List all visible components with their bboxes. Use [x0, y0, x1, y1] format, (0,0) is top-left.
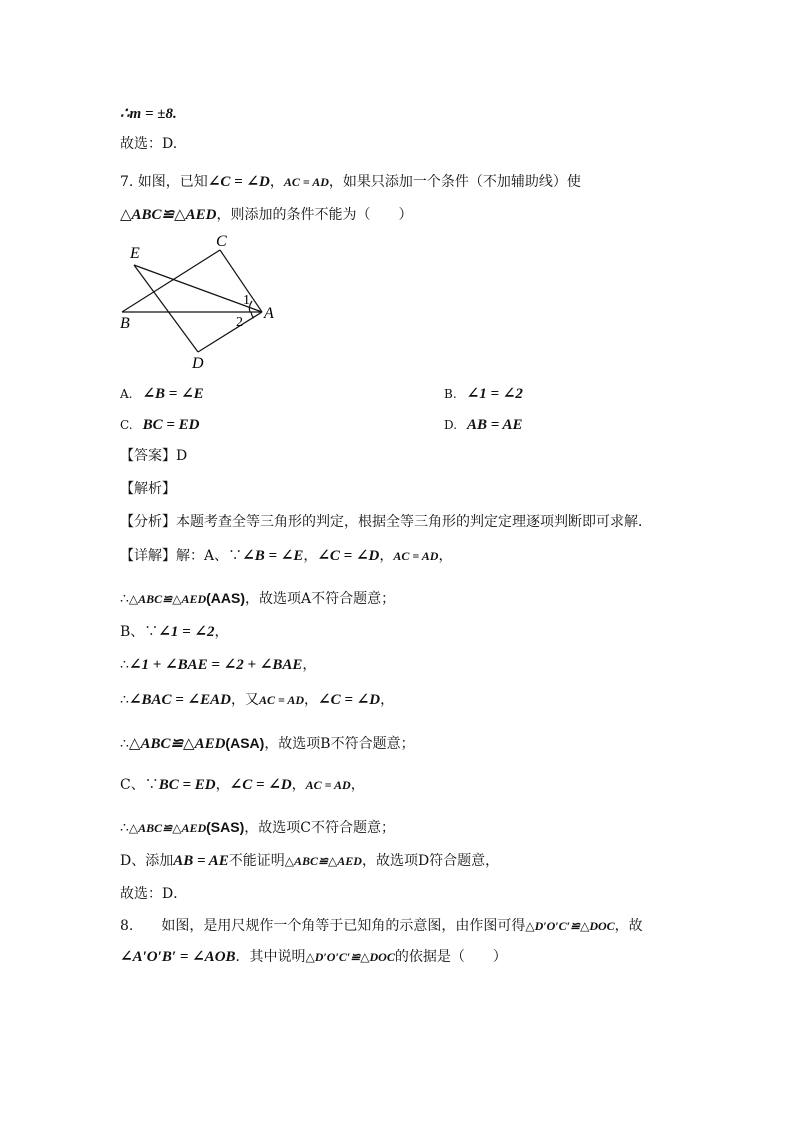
d6-criterion: (ASA) — [225, 735, 265, 751]
q7-analysis-heading: 【解析】 — [120, 481, 176, 497]
d8-math: △ABC≌△AED — [128, 821, 207, 835]
d1-math3: AC = AD — [393, 549, 439, 563]
d7-end: ， — [350, 777, 365, 793]
d7-prefix: C、∵ — [120, 777, 159, 793]
d7-sep1: ， — [215, 777, 230, 793]
q8-end1: ，故 — [614, 918, 643, 934]
d9-math1: AB = AE — [173, 853, 229, 869]
q7-option-c[interactable] — [120, 415, 199, 436]
d7-math1: BC = ED — [158, 777, 216, 793]
q7-option-d[interactable] — [444, 415, 523, 436]
q7-stem-end: ，则添加的条件不能为（ ） — [216, 207, 413, 223]
d1-math2: ∠C = ∠D — [317, 548, 380, 564]
option-a-text: ∠B = ∠E — [142, 386, 204, 402]
d1-sep1: ， — [303, 548, 318, 564]
d7-sep2: ， — [291, 777, 306, 793]
q7-option-a[interactable] — [120, 384, 204, 405]
label-b: B — [120, 315, 130, 332]
option-c-text: BC = ED — [142, 417, 200, 433]
d8-criterion: (SAS) — [206, 819, 245, 835]
q7-given-angle: ∠C = ∠D — [207, 174, 270, 190]
q7-option-b[interactable] — [444, 384, 523, 405]
option-c-label: C. — [120, 418, 133, 432]
option-d-label: D. — [444, 418, 458, 432]
d6-math: △ABC≌△AED — [128, 736, 226, 752]
detail-line-6 — [120, 733, 415, 754]
option-b-label: B. — [444, 387, 457, 401]
q7-stem-line1 — [120, 172, 581, 192]
d7-math2: ∠C = ∠D — [229, 777, 292, 793]
d5-prefix: ∴ — [120, 692, 129, 708]
detail-line-10: 故选：D． — [120, 886, 188, 902]
q7-stem-mid: ，如果只添加一个条件（不加辅助线）使 — [328, 174, 581, 190]
q7-sep: ， — [269, 174, 284, 190]
d5-math2: AC = AD — [258, 693, 305, 707]
d1-sep2: ， — [379, 548, 394, 564]
d8-prefix: ∴ — [120, 820, 129, 836]
q8-math2: ∠A′O′B′ = ∠AOB — [120, 949, 236, 965]
d2-end: ，故选项A不符合题意； — [245, 591, 396, 607]
prev-choice: 故选：D. — [120, 136, 178, 152]
d4-end: ， — [302, 657, 317, 673]
q7-stem-line2 — [120, 205, 413, 225]
d2-criterion: (AAS) — [206, 590, 246, 606]
d9-mid: 不能证明 — [228, 853, 285, 869]
detail-line-9 — [120, 851, 499, 871]
d7-math3: AC = AD — [305, 778, 351, 792]
d1-end: ， — [438, 548, 453, 564]
option-d-text: AB = AE — [467, 417, 523, 433]
d2-math: △ABC≌△AED — [128, 592, 207, 606]
option-b-text: ∠1 = ∠2 — [466, 386, 523, 402]
q8-end2: 的依据是（ ） — [394, 949, 507, 965]
q8-math3: △D′O′C′≌△DOC — [305, 950, 395, 964]
d9-math2: △ABC≌△AED — [284, 854, 362, 868]
label-angle-1: 1 — [243, 293, 250, 308]
detail-line-4 — [120, 655, 316, 675]
label-a: A — [264, 305, 274, 322]
option-a-label: A. — [120, 387, 133, 401]
label-d: D — [192, 355, 204, 372]
q7-analysis-summary: 【分析】本题考查全等三角形的判定，根据全等三角形的判定定理逐项判断即可求解． — [120, 514, 652, 530]
label-c: C — [216, 233, 227, 250]
d8-end: ，故选项C不符合题意； — [244, 820, 395, 836]
d9-prefix: D、添加 — [120, 853, 174, 869]
segment-ed — [134, 265, 198, 352]
math-m-value: ∴m = ±8. — [120, 106, 177, 122]
angle-2-arc — [251, 312, 254, 318]
q7-answer: 【答案】D — [120, 448, 188, 464]
detail-line-3 — [120, 622, 228, 642]
d5-math3: ∠C = ∠D — [318, 692, 381, 708]
detail-line-2 — [120, 588, 395, 609]
d4-prefix: ∴ — [120, 657, 129, 673]
detail-line-1 — [120, 546, 452, 566]
d5-end: ， — [380, 692, 395, 708]
d4-math: ∠1 + ∠BAE = ∠2 + ∠BAE — [128, 657, 303, 673]
q7-prefix: 7. 如图，已知 — [120, 174, 208, 190]
q8-prefix: 8. 如图，是用尺规作一个角等于已知角的示意图，由作图可得 — [120, 918, 526, 934]
detail-line-7 — [120, 775, 365, 795]
d5-math1: ∠BAC = ∠EAD — [128, 692, 231, 708]
q7-goal: △ABC≌△AED — [120, 207, 217, 223]
detail-line-5 — [120, 690, 394, 710]
q8-math1: △D′O′C′≌△DOC — [525, 919, 615, 933]
d5-sep2: ， — [304, 692, 319, 708]
q7-figure — [112, 232, 282, 372]
prev-conclusion — [120, 104, 177, 124]
d2-prefix: ∴ — [120, 591, 129, 607]
d9-end: ，故选项D符合题意， — [361, 853, 500, 869]
d1-prefix: 【详解】解：A、∵ — [120, 548, 243, 564]
d3-prefix: B、∵ — [120, 624, 159, 640]
q7-given-side: AC = AD — [283, 175, 329, 189]
d1-math1: ∠B = ∠E — [242, 548, 304, 564]
d3-end: ， — [214, 624, 229, 640]
d5-sep1: ，又 — [230, 692, 259, 708]
label-e: E — [130, 245, 140, 262]
d6-end: ，故选项B不符合题意； — [264, 736, 415, 752]
q8-mid: ．其中说明 — [235, 949, 306, 965]
q8-stem-line1 — [120, 916, 643, 936]
label-angle-2: 2 — [236, 315, 243, 330]
segment-ca — [220, 250, 262, 312]
detail-line-8 — [120, 817, 395, 838]
segment-da — [198, 312, 262, 352]
d6-prefix: ∴ — [120, 736, 129, 752]
d3-math: ∠1 = ∠2 — [158, 624, 215, 640]
q8-stem-line2 — [120, 947, 507, 967]
